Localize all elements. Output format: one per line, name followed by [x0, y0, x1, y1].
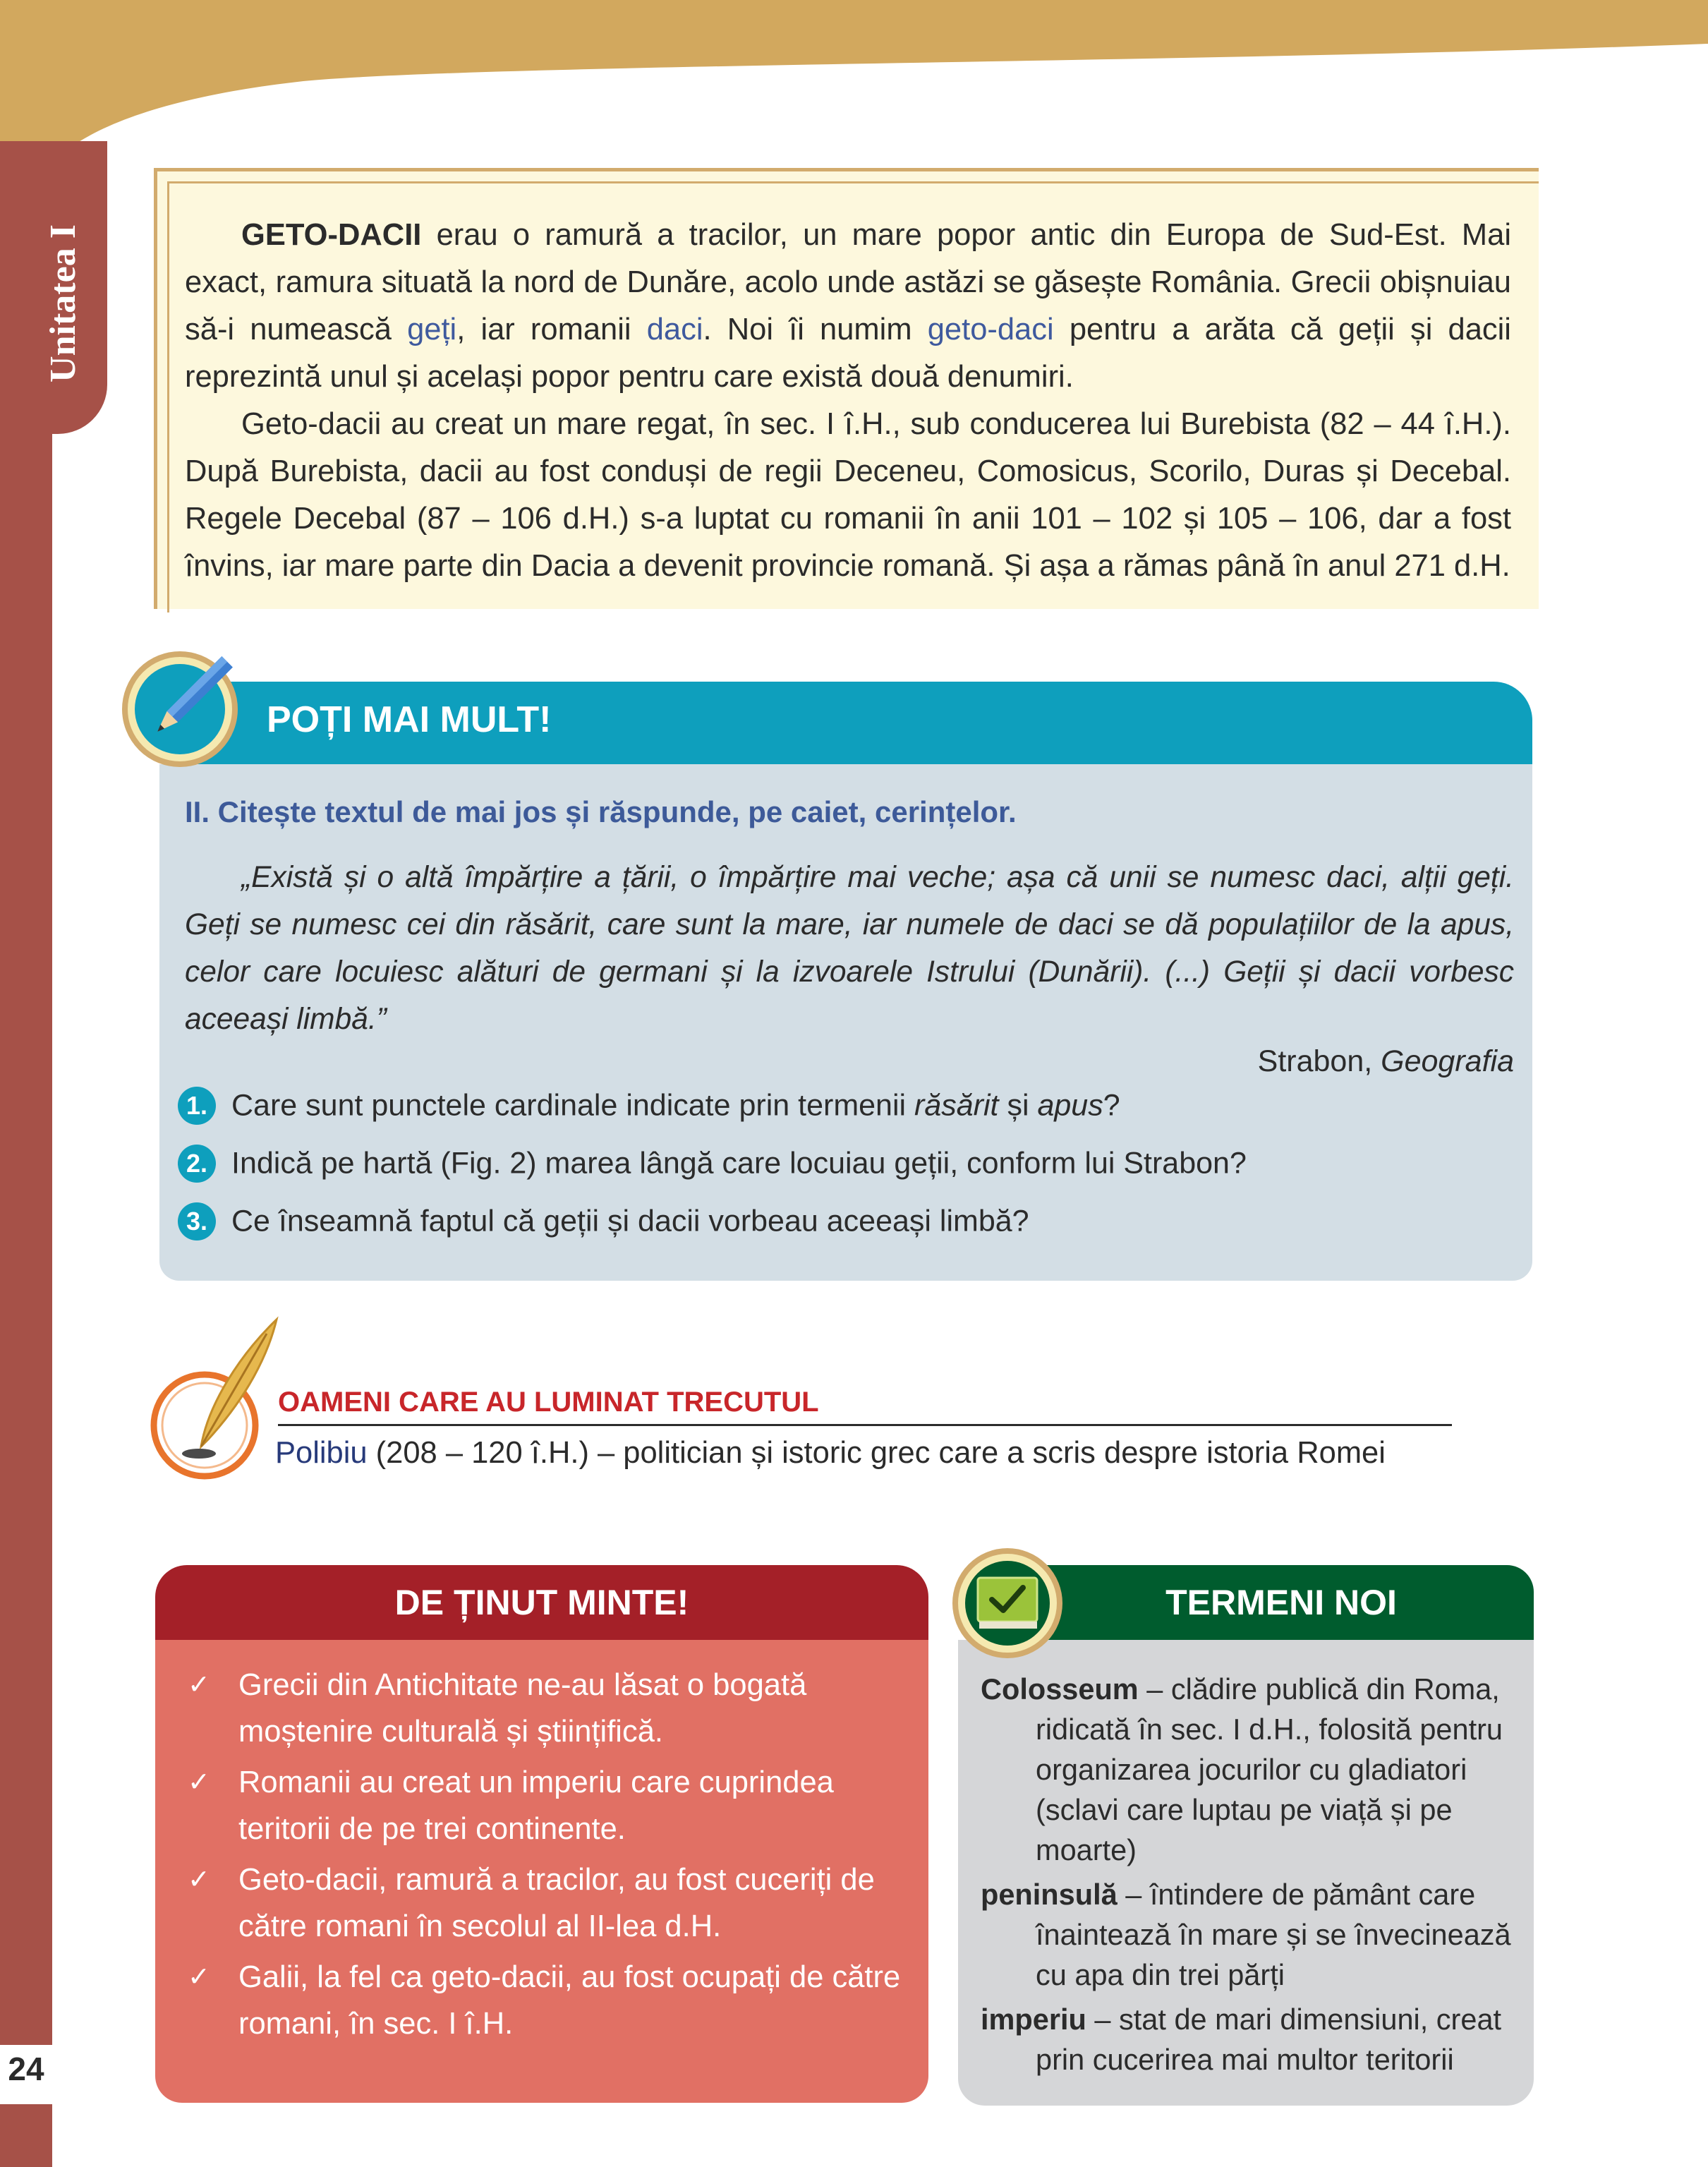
- check-icon: ✓: [188, 1768, 210, 1797]
- person-description: (208 – 120 î.H.) – politician și istoric grec care a scris despre istoria Romei: [367, 1436, 1386, 1470]
- list-item: [185, 1954, 904, 2047]
- term-geti: geți: [407, 313, 457, 346]
- question-number: 3.: [178, 1202, 216, 1241]
- check-icon: ✓: [188, 1962, 210, 1992]
- text-span: și: [998, 1088, 1038, 1123]
- list-item-text: Grecii din Antichitate ne-au lăsat o bogată moștenire culturală și științifică.: [238, 1668, 807, 1749]
- poti-mai-mult-title: POȚI MAI MULT!: [267, 699, 552, 740]
- question-number: 1.: [178, 1087, 216, 1125]
- list-item: [185, 1857, 904, 1950]
- page-number: 24: [8, 2051, 44, 2087]
- glossary-term: peninsulă: [981, 1878, 1118, 1911]
- glossary-definition: – întindere de pământ care înaintează în mare și se învecinează cu apa din trei părți: [1036, 1878, 1511, 1991]
- pencil-icon: [120, 649, 240, 769]
- term-geto-daci: geto-daci: [927, 313, 1054, 346]
- question-3: [178, 1202, 1029, 1245]
- source-author: Strabon,: [1257, 1044, 1381, 1078]
- glossary-item: [981, 1999, 1527, 2080]
- question-1: [178, 1087, 1120, 1129]
- quote-text: „Există și o altă împărțire a țării, o împărțire mai veche; așa că unii se numesc daci, alții geți. Geți se numesc cei din răsărit, care sunt la mare, iar numele de daci se dă populațiilor de la apus, celor care locuiesc alături de germani și la izvoarele Istrului (Dunării). (...) Geții și dacii vorbesc aceeași limbă.”: [185, 861, 1514, 1036]
- lead-term: GETO-DACII: [241, 218, 422, 252]
- term-daci: daci: [646, 313, 703, 346]
- task-heading: II. Citește textul de mai jos și răspunde, pe caiet, cerințelor.: [185, 795, 1017, 828]
- person-entry: [275, 1436, 1386, 1471]
- text-span: erau o ramură a tracilor, un mare popor antic din Europa de Sud-Est. Mai exact, ramura situată la nord de Dunăre, acolo unde astăzi se găsește România. Grecii obișnuiau să-i numească: [185, 218, 1511, 346]
- text-span: . Noi îi numim: [703, 313, 928, 346]
- quill-ink-icon: [141, 1312, 282, 1482]
- text-span: Care sunt punctele cardinale indicate prin termenii: [231, 1088, 915, 1123]
- source-work: Geografia: [1381, 1044, 1514, 1078]
- question-text: Indică pe hartă (Fig. 2) marea lângă care locuiau geții, conform lui Strabon?: [231, 1146, 1247, 1181]
- section-title: OAMENI CARE AU LUMINAT TRECUTUL: [278, 1387, 819, 1418]
- check-icon: ✓: [188, 1670, 210, 1700]
- glossary-item: [981, 1874, 1527, 1995]
- paragraph-1: [185, 212, 1511, 401]
- text-span: pentru a arăta că geții și dacii reprezintă unul și același popor pentru care există două denumiri.: [185, 313, 1511, 394]
- top-banner: [0, 0, 1708, 162]
- list-item-text: Romanii au creat un imperiu care cuprindea teritorii de pe trei continente.: [238, 1765, 834, 1846]
- unit-label: Unitatea I: [43, 224, 83, 382]
- question-number: 2.: [178, 1145, 216, 1183]
- glossary-term: Colosseum: [981, 1672, 1139, 1706]
- text-span: ?: [1103, 1088, 1120, 1123]
- list-item-text: Galii, la fel ca geto-dacii, au fost ocupați de către romani, în sec. I î.H.: [238, 1960, 901, 2041]
- glossary-term: imperiu: [981, 2003, 1086, 2036]
- glossary-item: [981, 1669, 1527, 1870]
- text-span: răsărit: [914, 1088, 999, 1123]
- text-span: apus: [1037, 1088, 1103, 1123]
- de-tinut-minte-title: DE ȚINUT MINTE!: [394, 1583, 689, 1622]
- paragraph-2: Geto-dacii au creat un mare regat, în sec. I î.H., sub conducerea lui Burebista (82 – 44 î.H.). După Burebista, dacii au fost conduși de regii Deceneu, Comosicus, Scorilo, Duras și Decebal. Regele Decebal (87 – 106 d.H.) s-a luptat cu romanii în anii 101 – 102 și 105 – 106, dar a fost învins, iar mare parte din Dacia a devenit provincie romană. Și așa a rămas până în anul 271 d.H.: [185, 407, 1511, 583]
- person-name: Polibiu: [275, 1436, 368, 1470]
- quote-source: [988, 1044, 1514, 1079]
- glossary-definition: – clădire publică din Roma, ridicată în sec. I d.H., folosită pentru organizarea jocurilor cu gladiatori (sclavi care luptau pe viață și pe moarte): [1036, 1672, 1503, 1866]
- check-icon: ✓: [188, 1865, 210, 1895]
- question-2: [178, 1145, 1247, 1187]
- termeni-noi-title: TERMENI NOI: [1165, 1583, 1397, 1622]
- divider: [278, 1424, 1452, 1426]
- checkbox-book-icon: [951, 1547, 1064, 1660]
- list-item-text: Geto-dacii, ramură a tracilor, au fost cuceriți de către romani în secolul al II-lea d.H.: [238, 1863, 875, 1943]
- question-text: [231, 1089, 1120, 1123]
- checklist: [185, 1662, 904, 2051]
- list-item: [185, 1662, 904, 1755]
- info-box-text: [185, 212, 1511, 590]
- glossary-definition: – stat de mari dimensiuni, creat prin cucerirea mai multor teritorii: [1036, 2003, 1502, 2076]
- list-item: [185, 1759, 904, 1852]
- glossary-list: [981, 1669, 1527, 2084]
- sidebar-strip: [0, 162, 52, 2167]
- question-text: Ce înseamnă faptul că geții și dacii vorbeau aceeași limbă?: [231, 1204, 1029, 1238]
- text-span: , iar romanii: [456, 313, 647, 346]
